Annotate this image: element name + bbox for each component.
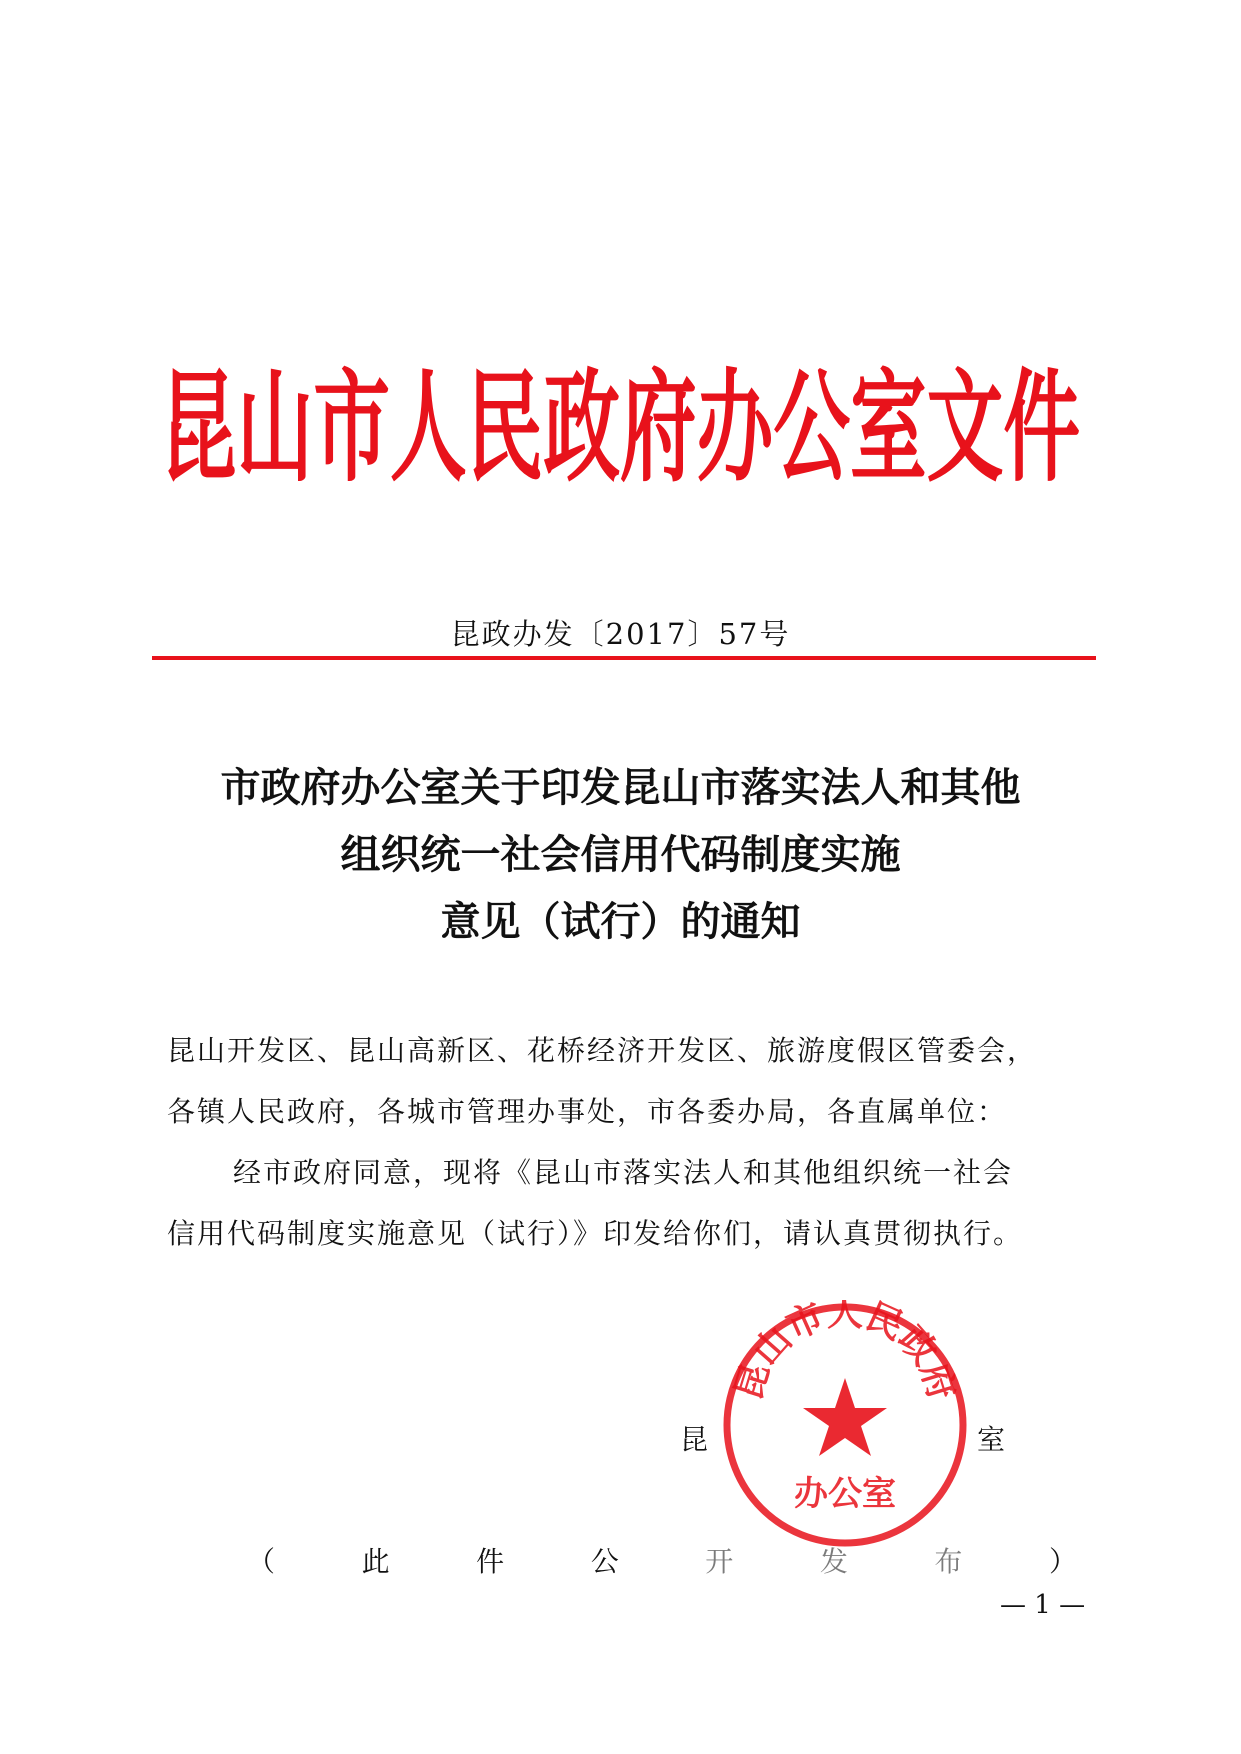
masthead-text: 昆山市人民政府办公室文件	[160, 357, 1081, 499]
disclosure-char: 布	[934, 1545, 963, 1578]
official-seal	[720, 1300, 970, 1550]
seal-bottom-text: 办公室	[794, 1474, 896, 1514]
seal-arc-text: 昆山市人民政府	[727, 1300, 963, 1405]
red-divider-line	[152, 656, 1096, 660]
notice-title	[0, 755, 1241, 956]
disclosure-char: 发	[819, 1545, 848, 1578]
disclosure-char: 公	[590, 1545, 619, 1578]
star-icon	[803, 1378, 887, 1456]
disclosure-char: 此	[361, 1545, 390, 1578]
body-paragraph-line-2: 信用代码制度实施意见（试行）》印发给你们，请认真贯彻执行。	[167, 1217, 1024, 1250]
disclosure-note	[247, 1540, 1077, 1580]
masthead	[150, 330, 1090, 510]
addressee-line-1: 昆山开发区、昆山高新区、花桥经济开发区、旅游度假区管委会，	[167, 1034, 1038, 1067]
disclosure-char: 开	[705, 1545, 734, 1578]
disclosure-char: ）	[1048, 1545, 1077, 1578]
notice-body	[167, 1020, 1097, 1264]
title-line-1: 市政府办公室关于印发昆山市落实法人和其他	[220, 765, 1021, 811]
addressee-line-2: 各镇人民政府，各城市管理办事处，市各委办局，各直属单位：	[167, 1095, 1008, 1128]
document-number: 昆政办发〔2017〕57号	[450, 617, 791, 651]
signature-left-char: 昆	[680, 1423, 709, 1456]
page-number: — 1 —	[1000, 1590, 1086, 1620]
disclosure-char: 件	[476, 1545, 505, 1578]
title-line-3: 意见（试行）的通知	[440, 899, 801, 945]
title-line-2: 组织统一社会信用代码制度实施	[340, 832, 901, 878]
signature-right-char: 室	[977, 1423, 1006, 1456]
disclosure-char: （	[247, 1545, 276, 1578]
body-paragraph-line-1: 经市政府同意，现将《昆山市落实法人和其他组织统一社会	[233, 1156, 1014, 1189]
